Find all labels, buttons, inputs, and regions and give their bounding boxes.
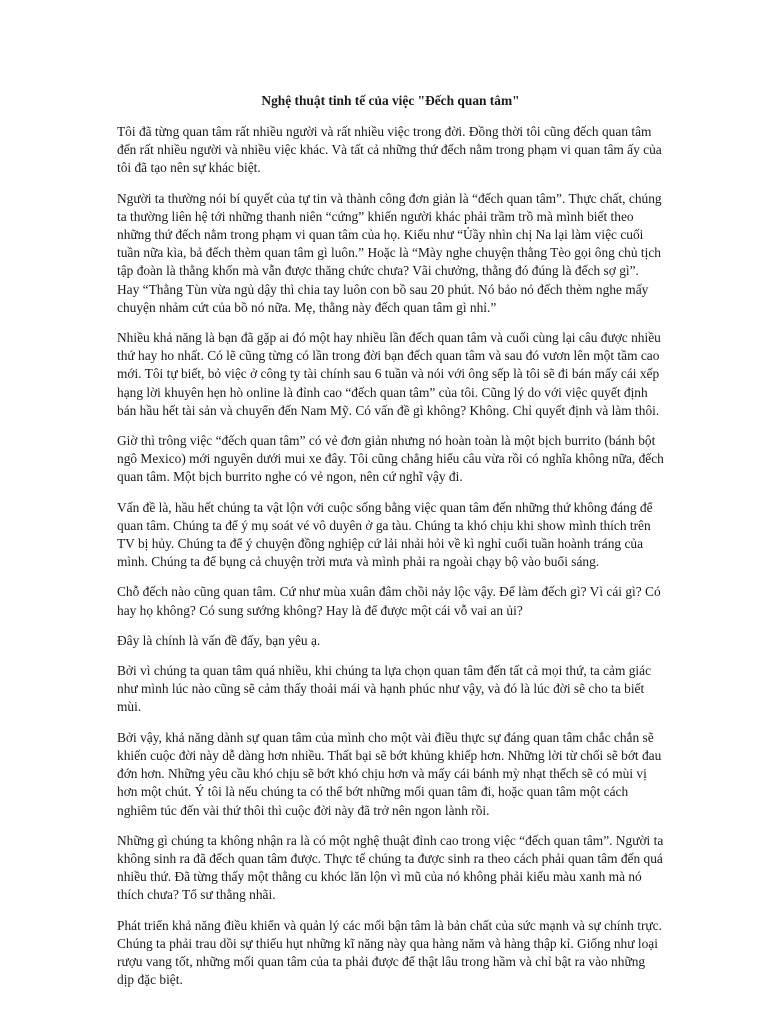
paragraph-11: Phát triển khả năng điều khiển và quản lý các mối bận tâm là bản chất của sức mạnh và sự chính trực. Chúng ta phải trau dồi sự thiếu hụt những kĩ năng này qua hàng năm và hàng thập kỉ. Giống như loại rượu vang tốt, những mối quan tâm của ta phải được để thật lâu trong hầm và chỉ bật ra vào những dịp đặc biệt. (117, 917, 662, 988)
paragraph-9: Bởi vậy, khả năng dành sự quan tâm của mình cho một vài điều thực sự đáng quan tâm chắc chắn sẽ khiến cuộc đời này dễ dàng hơn nhiều. Thất bại sẽ bớt khủng khiếp hơn. Những lời từ chối sẽ bớt đau đớn hơn. Những yêu cầu khó chịu sẽ bớt khó chịu hơn và mấy cái bánh mỳ nhạt thếch sẽ có mùi vị hơn một chút. Ý tôi là nếu chúng ta có thể bớt những mối quan tâm đi, hoặc quan tâm một cách nghiêm túc đến vài thứ thôi thì cuộc đời này đã trở nên ngon lành rồi. (117, 729, 662, 818)
document-title: Nghệ thuật tinh tế của việc "Đếch quan tâm" (261, 93, 520, 108)
paragraph-2: Người ta thường nói bí quyết của tự tin và thành công đơn giản là “đếch quan tâm”. Thực chất, chúng ta thường liên hệ tới những thanh niên “cứng” khiến người khác phải trầm trồ mà mình biết theo những thứ đếch nằm trong phạm vi quan tâm của họ. Kiểu như “Ủầy nhìn chị Na lại làm việc cuối tuần nữa kìa, bả đếch thèm quan tâm gì luôn.” Hoặc là “Mày nghe chuyện thằng Tèo gọi ông chủ tịch tập đoàn là thằng khốn mà vẫn được thăng chức chưa? Vãi chưởng, thằng đó đúng là đếch sợ gì”. Hay “Thằng Tùn vừa ngủ dậy thì chia tay luôn con bồ sau 20 phút. Nó bảo nó đếch thèm nghe mấy chuyện nhảm cứt của bồ nó nữa. Mẹ, thằng này đếch quan tâm gì nhỉ.” (117, 190, 662, 315)
paragraph-1: Tôi đã từng quan tâm rất nhiều người và rất nhiều việc trong đời. Đồng thời tôi cũng đếch quan tâm đến rất nhiều người và nhiều việc khác. Và tất cả những thứ đếch nằm trong phạm vi quan tâm ấy của tôi đã tạo nên sự khác biệt. (117, 124, 662, 176)
paragraph-7: Đây là chính là vấn đề đấy, bạn yêu ạ. (117, 632, 321, 648)
paragraph-8: Bởi vì chúng ta quan tâm quá nhiều, khi chúng ta lựa chọn quan tâm đến tất cả mọi thứ, ta cảm giác như mình lúc nào cũng sẽ cảm thấy thoải mái và hạnh phúc như vậy, và đó là lúc đời sẽ cho ta biết mùi. (117, 663, 652, 715)
paragraph-3: Nhiều khả năng là bạn đã gặp ai đó một hay nhiều lần đếch quan tâm và cuối cùng lại câu được nhiều thứ hay ho nhất. Có lẽ cũng từng có lần trong đời bạn đếch quan tâm và sau đó vươn lên một tầm cao mới. Tôi tự biết, bỏ việc ở công ty tài chính sau 6 tuần và nói với ông sếp là tôi sẽ đi bán mấy cái xếp hạng lời khuyên hẹn hò online là đỉnh cao “đếch quan tâm” của tôi. Cũng lý do với việc quyết định bán hầu hết tài sản và chuyển đến Nam Mỹ. Có vấn đề gì không? Không. Chỉ quyết định và làm thôi. (117, 330, 661, 418)
paragraph-5: Vấn đề là, hầu hết chúng ta vật lộn với cuộc sống bằng việc quan tâm đến những thứ không đáng để quan tâm. Chúng ta để ý mụ soát vé vô duyên ở ga tàu. Chúng ta khó chịu khi show mình thích trên TV bị hủy. Chúng ta để ý chuyện đồng nghiệp cứ lải nhải hỏi về kì nghỉ cuối tuần hoành tráng của mình. Chúng ta để bụng cả chuyện trời mưa và mình phải ra ngoài chạy bộ vào buổi sáng. (117, 499, 653, 570)
paragraph-6: Chỗ đếch nào cũng quan tâm. Cứ như mùa xuân đâm chồi nảy lộc vậy. Để làm đếch gì? Vì cái gì? Có hay họ không? Có sung sướng không? Hay là để được một cái vỗ vai an ủi? (117, 584, 661, 618)
paragraph-4: Giờ thì trông việc “đếch quan tâm” có vẻ đơn giản nhưng nó hoàn toàn là một bịch burrito (bánh bột ngô Mexico) mới nguyên dưới mui xe đây. Tôi cũng chẳng hiểu câu vừa rồi có nghĩa không nữa, đếch quan tâm. Một bịch burrito nghe có vẻ ngon, nên cứ nghĩ vậy đi. (117, 433, 664, 485)
paragraph-10: Những gì chúng ta không nhận ra là có một nghệ thuật đỉnh cao trong việc “đếch quan tâm”. Người ta không sinh ra đã đếch quan tâm được. Thực tế chúng ta được sinh ra theo cách phải quan tâm đến quá nhiều thứ. Đã từng thấy một thằng cu khóc lăn lộn vì mũ của nó không phải kiểu màu xanh mà nó thích chưa? Tổ sư thằng nhãi. (117, 832, 664, 903)
